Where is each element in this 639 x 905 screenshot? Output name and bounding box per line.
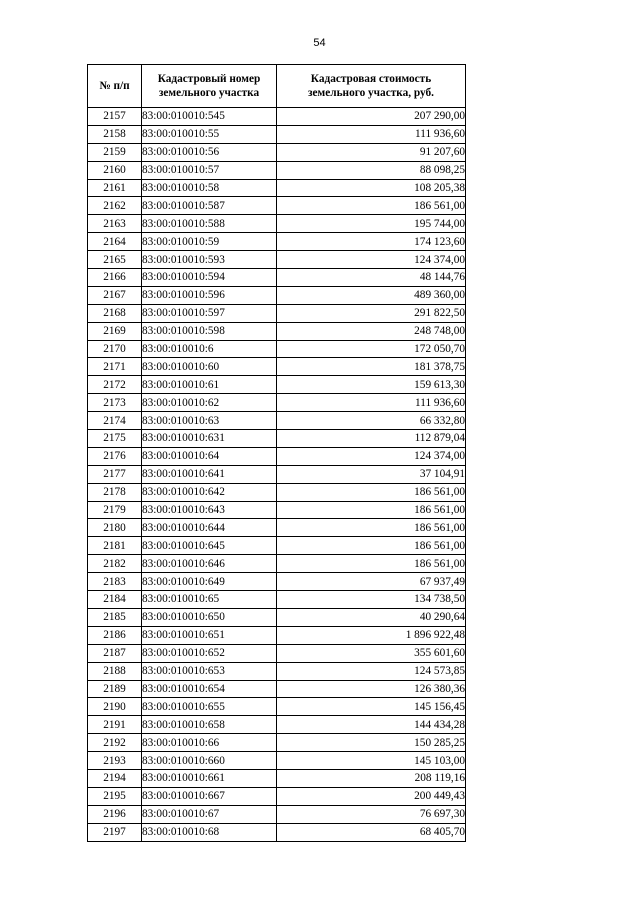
cadastral-number: 83:00:010010:56 [142, 143, 277, 161]
cadastral-value: 489 360,00 [277, 286, 466, 304]
cadastral-number: 83:00:010010:587 [142, 197, 277, 215]
cadastral-number: 83:00:010010:593 [142, 251, 277, 269]
cadastral-number: 83:00:010010:645 [142, 537, 277, 555]
cadastral-number: 83:00:010010:641 [142, 465, 277, 483]
table-row [88, 215, 466, 233]
cadastral-value: 207 290,00 [277, 108, 466, 126]
cadastral-value: 186 561,00 [277, 197, 466, 215]
cadastral-value: 200 449,43 [277, 787, 466, 805]
cadastral-value: 76 697,30 [277, 805, 466, 823]
row-number: 2175 [88, 430, 142, 448]
cadastral-value: 159 613,30 [277, 376, 466, 394]
cadastral-number: 83:00:010010:660 [142, 752, 277, 770]
cadastral-value: 124 374,00 [277, 251, 466, 269]
table-row [88, 537, 466, 555]
cadastral-value: 144 434,28 [277, 716, 466, 734]
cadastral-value: 186 561,00 [277, 537, 466, 555]
cadastral-number: 83:00:010010:651 [142, 626, 277, 644]
cadastral-number: 83:00:010010:644 [142, 519, 277, 537]
cadastral-value: 186 561,00 [277, 483, 466, 501]
header-number [88, 65, 142, 108]
cadastral-value: 66 332,80 [277, 412, 466, 430]
row-number: 2192 [88, 734, 142, 752]
table-row [88, 716, 466, 734]
row-number: 2158 [88, 125, 142, 143]
table-row [88, 501, 466, 519]
cadastral-number: 83:00:010010:652 [142, 644, 277, 662]
header-cadastral-line1: Кадастровый номер [157, 73, 261, 85]
row-number: 2163 [88, 215, 142, 233]
table-row [88, 626, 466, 644]
row-number: 2196 [88, 805, 142, 823]
cadastral-value: 91 207,60 [277, 143, 466, 161]
cadastral-number: 83:00:010010:658 [142, 716, 277, 734]
row-number: 2180 [88, 519, 142, 537]
row-number: 2183 [88, 573, 142, 591]
table-row [88, 734, 466, 752]
cadastral-number: 83:00:010010:643 [142, 501, 277, 519]
cadastral-value: 181 378,75 [277, 358, 466, 376]
cadastral-number: 83:00:010010:64 [142, 447, 277, 465]
table-row [88, 680, 466, 698]
table-row [88, 143, 466, 161]
row-number: 2161 [88, 179, 142, 197]
table-row [88, 823, 466, 841]
row-number: 2184 [88, 591, 142, 609]
row-number: 2178 [88, 483, 142, 501]
row-number: 2159 [88, 143, 142, 161]
cadastral-value: 174 123,60 [277, 233, 466, 251]
header-cadastral-number [142, 65, 277, 108]
cadastral-value: 145 156,45 [277, 698, 466, 716]
cadastral-number: 83:00:010010:66 [142, 734, 277, 752]
table-row [88, 662, 466, 680]
row-number: 2185 [88, 608, 142, 626]
header-cadastral-value [277, 65, 466, 108]
row-number: 2176 [88, 447, 142, 465]
row-number: 2165 [88, 251, 142, 269]
cadastral-value: 248 748,00 [277, 322, 466, 340]
cadastral-value: 88 098,25 [277, 161, 466, 179]
cadastral-value: 291 822,50 [277, 304, 466, 322]
header-number-label: № п/п [99, 80, 130, 92]
cadastral-value: 112 879,04 [277, 430, 466, 448]
table-row [88, 322, 466, 340]
table-row [88, 465, 466, 483]
table-row [88, 805, 466, 823]
cadastral-number: 83:00:010010:646 [142, 555, 277, 573]
cadastral-value: 126 380,36 [277, 680, 466, 698]
row-number: 2174 [88, 412, 142, 430]
cadastral-value: 37 104,91 [277, 465, 466, 483]
table-row [88, 179, 466, 197]
cadastral-number: 83:00:010010:65 [142, 591, 277, 609]
row-number: 2168 [88, 304, 142, 322]
cadastral-number: 83:00:010010:58 [142, 179, 277, 197]
row-number: 2169 [88, 322, 142, 340]
row-number: 2190 [88, 698, 142, 716]
table-row [88, 644, 466, 662]
table-row [88, 251, 466, 269]
row-number: 2162 [88, 197, 142, 215]
cadastral-number: 83:00:010010:655 [142, 698, 277, 716]
table-row [88, 340, 466, 358]
cadastral-number: 83:00:010010:545 [142, 108, 277, 126]
table-row [88, 430, 466, 448]
row-number: 2167 [88, 286, 142, 304]
cadastral-number: 83:00:010010:61 [142, 376, 277, 394]
row-number: 2182 [88, 555, 142, 573]
row-number: 2194 [88, 769, 142, 787]
row-number: 2160 [88, 161, 142, 179]
row-number: 2195 [88, 787, 142, 805]
cadastral-value: 186 561,00 [277, 555, 466, 573]
table-row [88, 769, 466, 787]
table-row [88, 197, 466, 215]
cadastral-number: 83:00:010010:661 [142, 769, 277, 787]
table-row [88, 752, 466, 770]
cadastral-number: 83:00:010010:6 [142, 340, 277, 358]
table-header-row [88, 65, 466, 108]
table-row [88, 698, 466, 716]
cadastral-number: 83:00:010010:594 [142, 269, 277, 287]
table-row [88, 412, 466, 430]
cadastral-number: 83:00:010010:60 [142, 358, 277, 376]
cadastral-value: 111 936,60 [277, 125, 466, 143]
cadastral-number: 83:00:010010:654 [142, 680, 277, 698]
table-row [88, 519, 466, 537]
cadastral-number: 83:00:010010:642 [142, 483, 277, 501]
row-number: 2191 [88, 716, 142, 734]
page-number: 54 [313, 37, 326, 49]
cadastral-number: 83:00:010010:596 [142, 286, 277, 304]
row-number: 2164 [88, 233, 142, 251]
table-row [88, 125, 466, 143]
cadastral-number: 83:00:010010:588 [142, 215, 277, 233]
table-row [88, 483, 466, 501]
table-row [88, 573, 466, 591]
cadastral-value: 186 561,00 [277, 519, 466, 537]
cadastral-number: 83:00:010010:59 [142, 233, 277, 251]
cadastral-value: 172 050,70 [277, 340, 466, 358]
table-row [88, 108, 466, 126]
cadastral-value: 195 744,00 [277, 215, 466, 233]
table-row [88, 787, 466, 805]
cadastral-number: 83:00:010010:57 [142, 161, 277, 179]
row-number: 2173 [88, 394, 142, 412]
row-number: 2181 [88, 537, 142, 555]
table-row [88, 358, 466, 376]
row-number: 2170 [88, 340, 142, 358]
cadastral-number: 83:00:010010:653 [142, 662, 277, 680]
table-row [88, 304, 466, 322]
cadastral-value: 1 896 922,48 [277, 626, 466, 644]
cadastral-value: 68 405,70 [277, 823, 466, 841]
header-value-line1: Кадастровая стоимость [310, 73, 432, 85]
cadastral-value: 145 103,00 [277, 752, 466, 770]
table-row [88, 233, 466, 251]
header-value-line2: земельного участка, руб. [307, 87, 435, 99]
row-number: 2172 [88, 376, 142, 394]
cadastral-number: 83:00:010010:649 [142, 573, 277, 591]
row-number: 2179 [88, 501, 142, 519]
cadastral-number: 83:00:010010:597 [142, 304, 277, 322]
cadastral-value: 150 285,25 [277, 734, 466, 752]
table-row [88, 394, 466, 412]
cadastral-value: 48 144,76 [277, 269, 466, 287]
cadastral-value: 108 205,38 [277, 179, 466, 197]
cadastral-value: 355 601,60 [277, 644, 466, 662]
row-number: 2177 [88, 465, 142, 483]
cadastral-number: 83:00:010010:55 [142, 125, 277, 143]
table-row [88, 161, 466, 179]
cadastral-value-table [87, 64, 466, 842]
cadastral-value: 67 937,49 [277, 573, 466, 591]
cadastral-number: 83:00:010010:631 [142, 430, 277, 448]
cadastral-value: 111 936,60 [277, 394, 466, 412]
row-number: 2189 [88, 680, 142, 698]
cadastral-number: 83:00:010010:598 [142, 322, 277, 340]
row-number: 2188 [88, 662, 142, 680]
cadastral-number: 83:00:010010:68 [142, 823, 277, 841]
cadastral-value: 186 561,00 [277, 501, 466, 519]
cadastral-value: 124 573,85 [277, 662, 466, 680]
cadastral-value: 208 119,16 [277, 769, 466, 787]
table-row [88, 447, 466, 465]
row-number: 2193 [88, 752, 142, 770]
row-number: 2157 [88, 108, 142, 126]
cadastral-number: 83:00:010010:667 [142, 787, 277, 805]
table-row [88, 376, 466, 394]
table-row [88, 555, 466, 573]
header-cadastral-line2: земельного участка [158, 87, 260, 99]
table-row [88, 608, 466, 626]
row-number: 2171 [88, 358, 142, 376]
row-number: 2197 [88, 823, 142, 841]
table-row [88, 269, 466, 287]
cadastral-number: 83:00:010010:67 [142, 805, 277, 823]
row-number: 2186 [88, 626, 142, 644]
table-row [88, 591, 466, 609]
cadastral-number: 83:00:010010:650 [142, 608, 277, 626]
cadastral-value: 124 374,00 [277, 447, 466, 465]
table-body [88, 108, 466, 842]
table-row [88, 286, 466, 304]
row-number: 2166 [88, 269, 142, 287]
cadastral-number: 83:00:010010:63 [142, 412, 277, 430]
cadastral-value: 134 738,50 [277, 591, 466, 609]
cadastral-number: 83:00:010010:62 [142, 394, 277, 412]
row-number: 2187 [88, 644, 142, 662]
cadastral-value: 40 290,64 [277, 608, 466, 626]
